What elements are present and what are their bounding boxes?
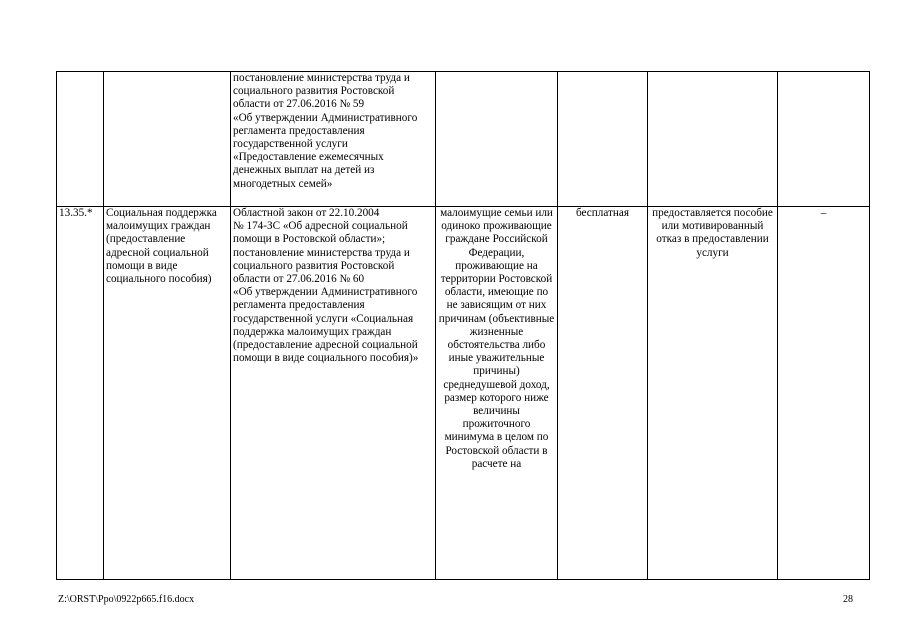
cell-extra xyxy=(778,72,870,207)
cell-result: предоставляется пособие или мотивированный отказ в предоставлении услуги xyxy=(648,207,778,580)
cell-extra: – xyxy=(778,207,870,580)
cell-number: 13.35.* xyxy=(57,207,104,580)
cell-service-name: Социальная поддержка малоимущих граждан (предоставление адресной социальной помощи в виде социального пособия) xyxy=(104,207,231,580)
cell-legal-basis: постановление министерства труда и социального развития Ростовской области от 27.06.2016 № 59 «Об утверждении Административного регламента предоставления государственной услуги «Предоставление ежемесячных денежных выплат на детей из многодетных семей» xyxy=(231,72,436,207)
cell-number xyxy=(57,72,104,207)
footer-file-path: Z:\ORST\Ppo\0922p665.f16.docx xyxy=(58,594,195,605)
cell-payment: бесплатная xyxy=(558,207,648,580)
table-row xyxy=(57,207,870,580)
table-row xyxy=(57,72,870,207)
cell-recipients xyxy=(436,72,558,207)
cell-legal-basis: Областной закон от 22.10.2004 № 174-ЗС «Об адресной социальной помощи в Ростовской области»; постановление министерства труда и социального развития Ростовской области от 27.06.2016 № 60 «Об утверждении Административного регламента предоставления государственной услуги «Социальная поддержка малоимущих граждан (предоставление адресной социальной помощи в виде социального пособия)» xyxy=(231,207,436,580)
cell-service-name xyxy=(104,72,231,207)
regulation-table xyxy=(56,71,870,580)
footer-page-number: 28 xyxy=(843,594,853,605)
cell-payment xyxy=(558,72,648,207)
cell-result xyxy=(648,72,778,207)
cell-recipients: малоимущие семьи или одиноко проживающие граждане Российской Федерации, проживающие на территории Ростовской области, имеющие по не зависящим от них причинам (объективные жизненные обстоятельства либо иные уважительные причины) среднедушевой доход, размер которого ниже величины прожиточного минимума в целом по Ростовской области в расчете на xyxy=(436,207,558,580)
